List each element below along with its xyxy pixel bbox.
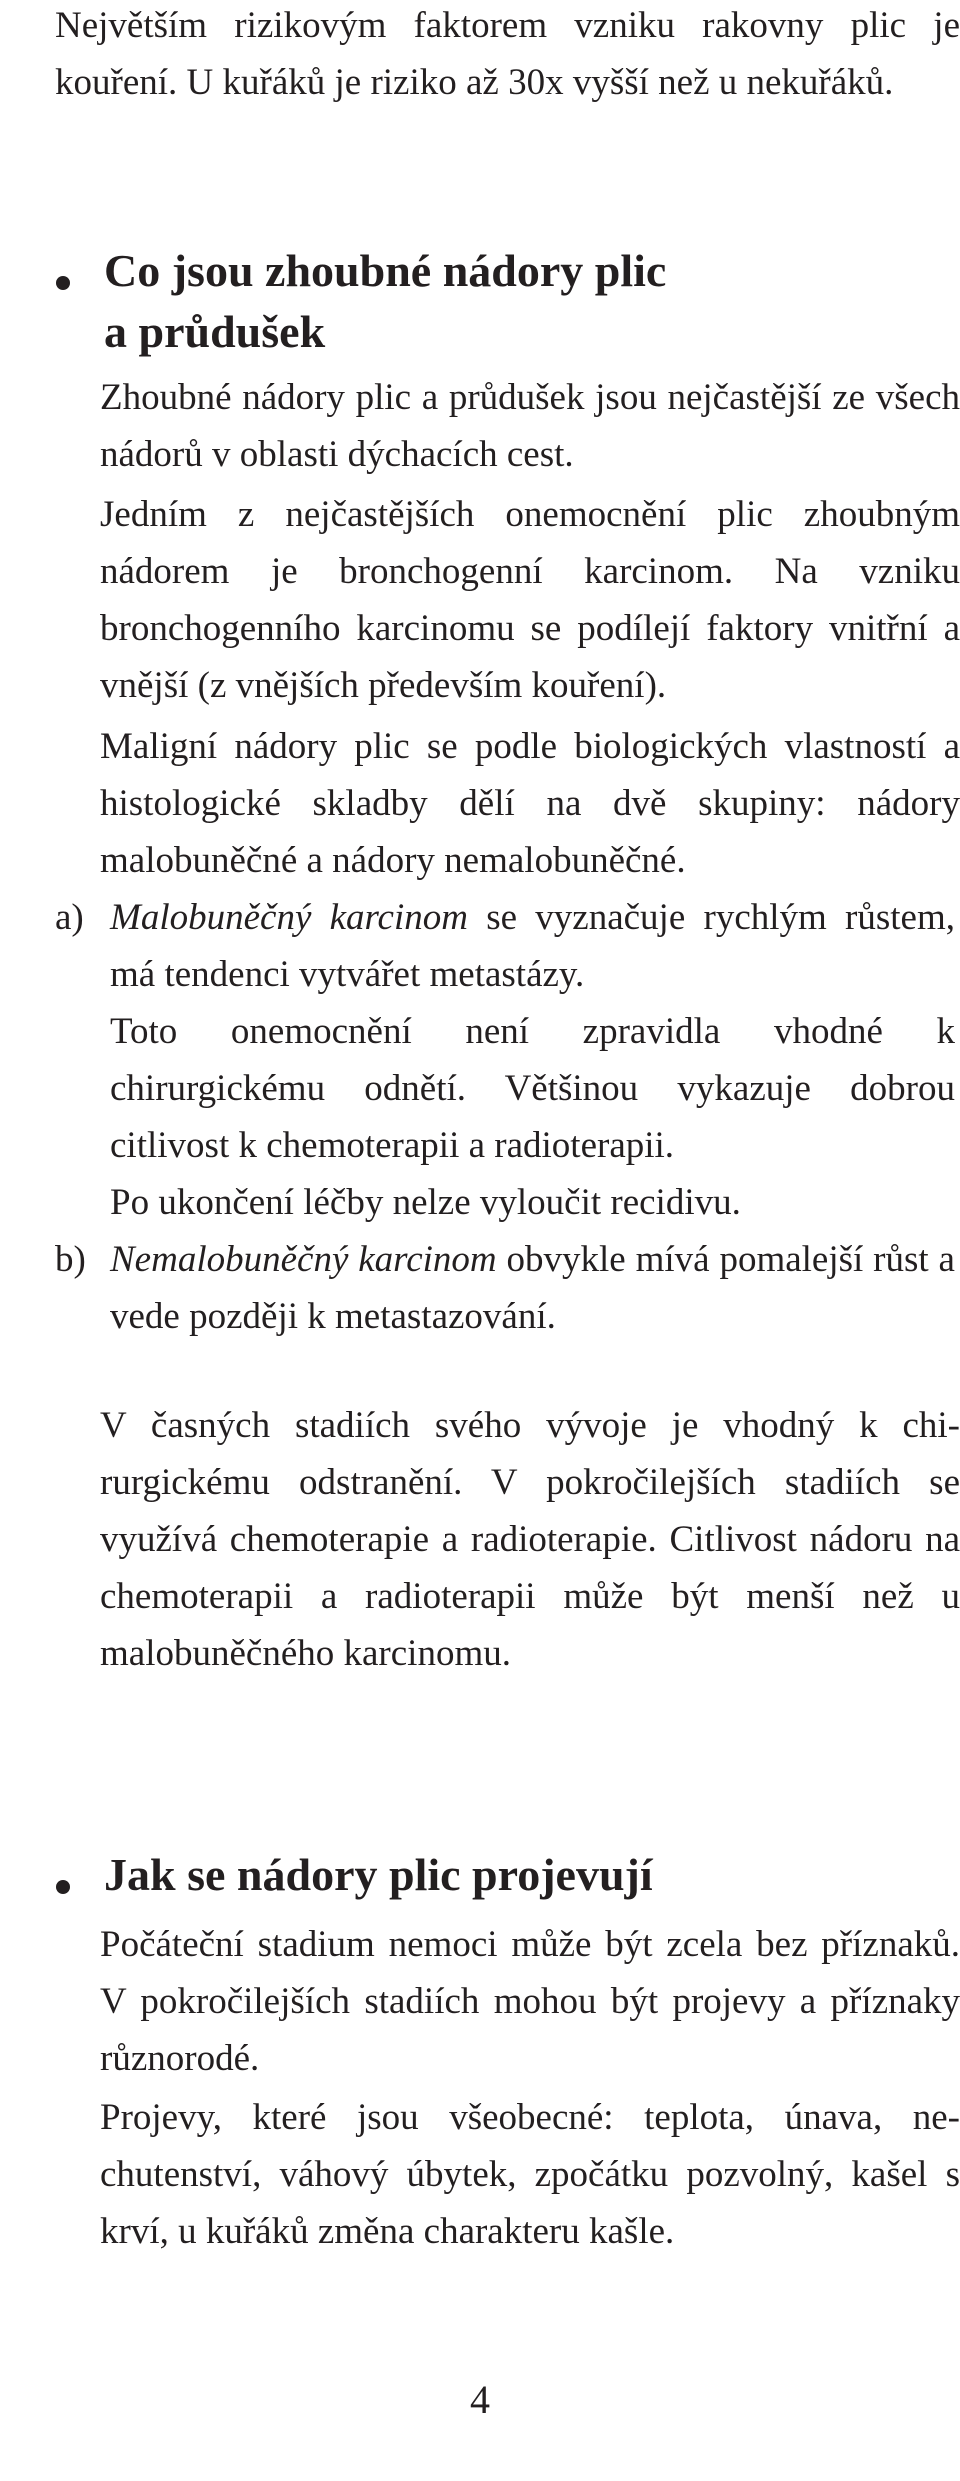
intro-paragraph: Největším rizikovým faktorem vzniku rakovny plic je kouření. U kuřáků je riziko až 30x vyšší než u nekuřáků.	[55, 5, 960, 103]
list-item-a-text-2: Toto onemocnění není zpravidla vhodné k chirurgickému odnětí. Většinou vykazuje dobrou citlivost k chemoterapii a radioterapii.	[110, 1011, 955, 1166]
page-number: 4	[470, 2377, 490, 2422]
section1-paragraph-3: Maligní nádory plic se podle biologických vlastností a histologické skladby dělí na dvě skupiny: nádory malobuněčné a nádory nemalobuněčné.	[100, 726, 960, 881]
list-item-a-text-1: se vyznačuje rychlým růstem, má tendenci vytvářet metastázy.	[110, 897, 955, 995]
section2-paragraph-1: Počáteční stadium nemoci může být zcela bez příznaků. V pokročilejších stadiích mohou být projevy a příznaky různorodé.	[100, 1924, 960, 2079]
section2-paragraph-2: Projevy, které jsou všeobecné: teplota, únava, nechutenství, váhový úbytek, zpočátku pozvolný, kašel s krví, u kuřáků změna charakteru kašle.	[100, 2097, 960, 2252]
list-item-label: a)	[55, 897, 84, 938]
section1-paragraph-1: Zhoubné nádory plic a průdušek jsou nejčastější ze všech nádorů v oblasti dýchacích cest.	[100, 377, 960, 475]
bullet-icon	[56, 276, 70, 290]
section1-paragraph-4: V časných stadiích svého vývoje je vhodný k chirurgickému odstranění. V pokročilejších stadiích se využívá chemoterapie a radioterapie. Citlivost nádoru na chemoterapii a radioterapii může být menší než u malobuněčného karcinomu.	[100, 1405, 960, 1674]
section1-heading-line2: a průdušek	[104, 306, 326, 357]
section2-heading: Jak se nádory plic projevují	[104, 1849, 653, 1900]
section1-paragraph-2: Jedním z nejčastějších onemocnění plic zhoubným nádorem je bronchogenní karcinom. Na vzniku bronchogenního karcinomu se podílejí faktory vnitřní a vnější (z vnějších především kouření).	[100, 494, 960, 706]
term-small-cell: Malobuněčný karcinom	[110, 897, 468, 938]
list-item-label: b)	[55, 1239, 86, 1280]
list-item-a-text-3: Po ukončení léčby nelze vyloučit recidivu.	[110, 1182, 741, 1223]
list-item-b-text-1: obvykle mívá pomalejší růst a vede později k metastazování.	[110, 1239, 955, 1337]
section1-heading-line1: Co jsou zhoubné nádory plic	[104, 245, 667, 296]
bullet-icon	[56, 1880, 70, 1894]
term-non-small-cell: Nemalobuněčný karcinom	[110, 1239, 497, 1280]
